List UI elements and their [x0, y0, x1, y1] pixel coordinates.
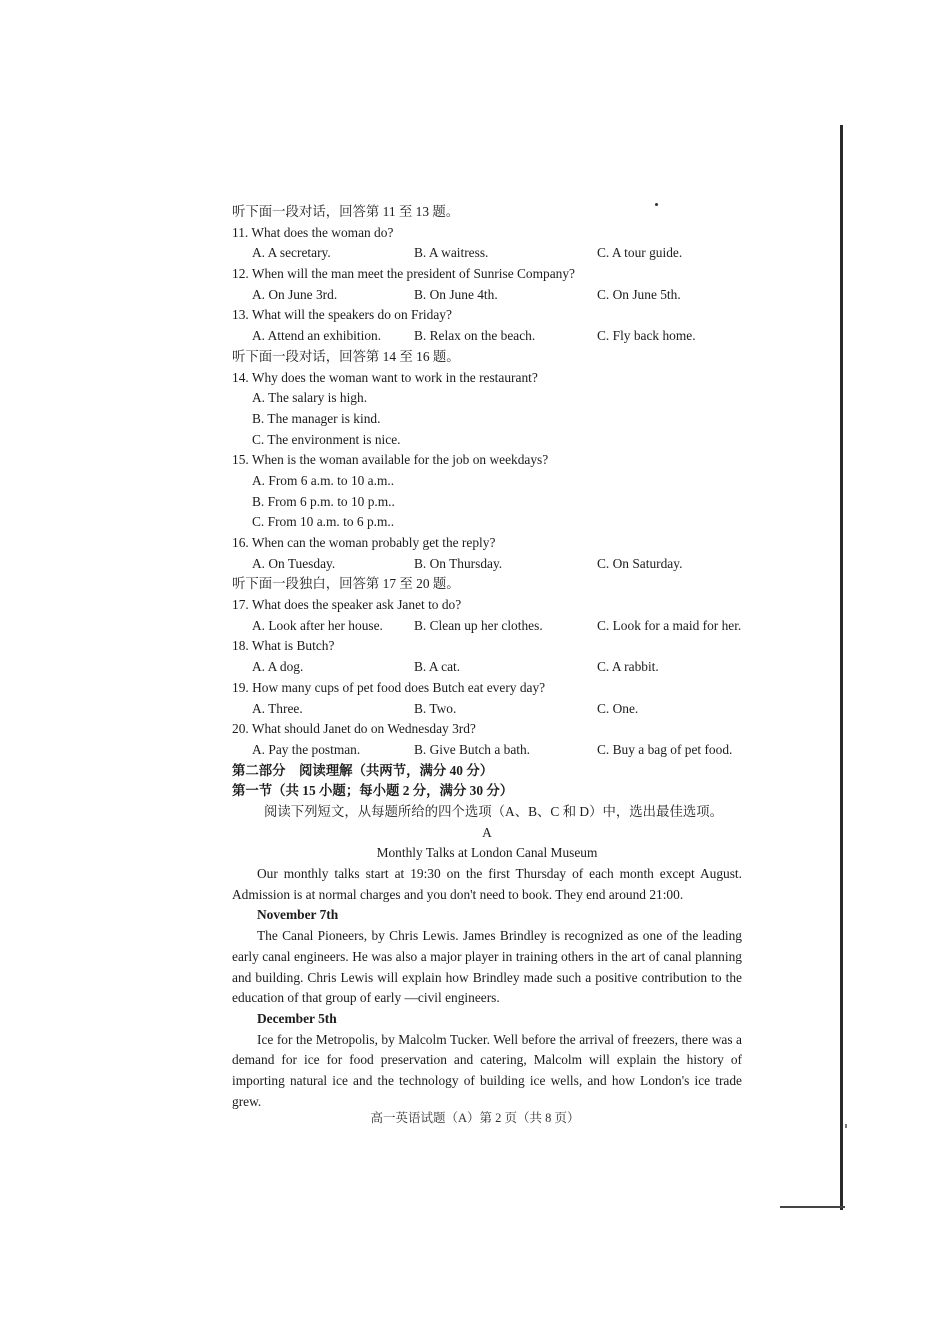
question-stem: 20. What should Janet do on Wednesday 3rd? — [232, 721, 476, 737]
option-a: A. Attend an exhibition. — [252, 328, 382, 344]
option-line: A. The salary is high. — [252, 390, 368, 406]
option-c: C. On Saturday. — [597, 555, 683, 571]
part2-title: 第二部分 阅读理解（共两节，满分 40 分） — [232, 762, 494, 778]
option-c: C. A tour guide. — [597, 245, 683, 261]
listening-section — [232, 202, 742, 761]
talk-date: December 5th — [257, 1010, 337, 1026]
scan-edge-bottom — [780, 1206, 845, 1208]
option-a: A. On Tuesday. — [252, 555, 336, 571]
talk-date: November 7th — [257, 907, 339, 923]
option-line: A. From 6 a.m. to 10 a.m.. — [252, 472, 395, 488]
question-stem: 13. What will the speakers do on Friday? — [232, 307, 452, 323]
talk-description: The Canal Pioneers, by Chris Lewis. James Brindley is recognized as one of the leading early canal engineers. He was also a major player in training others in the art of canal planning and building. Chris Lewis will explain how Brindley made such a positive contribution to the education of that group of early —civil engineers. — [232, 928, 742, 1006]
option-row — [232, 554, 742, 575]
passage-title: Monthly Talks at London Canal Museum — [376, 845, 598, 861]
option-row — [232, 657, 742, 678]
option-line: B. From 6 p.m. to 10 p.m.. — [252, 493, 395, 509]
option-b: B. On June 4th. — [414, 286, 498, 302]
exam-content — [232, 202, 742, 1112]
question-stem: 11. What does the woman do? — [232, 224, 394, 240]
question-stem: 17. What does the speaker ask Janet to do? — [232, 597, 462, 613]
question-stem: 19. How many cups of pet food does Butch eat every day? — [232, 679, 546, 695]
option-a: A. A dog. — [252, 659, 304, 675]
option-b: B. Clean up her clothes. — [414, 617, 543, 633]
option-row — [232, 243, 742, 264]
question-stem: 18. What is Butch? — [232, 638, 335, 654]
option-a: A. On June 3rd. — [252, 286, 338, 302]
scan-edge-right — [840, 125, 843, 1210]
question-stem: 16. When can the woman probably get the reply? — [232, 535, 496, 550]
option-line: B. The manager is kind. — [252, 410, 381, 426]
option-c: C. Look for a maid for her. — [597, 617, 742, 633]
option-row — [232, 699, 742, 720]
section1-instruction: 阅读下列短文，从每题所给的四个选项（A、B、C 和 D）中，选出最佳选项。 — [264, 803, 724, 819]
option-line: C. From 10 a.m. to 6 p.m.. — [252, 514, 395, 530]
passage-letter: A — [482, 824, 492, 840]
section-instruction: 听下面一段独白，回答第 17 至 20 题。 — [232, 576, 460, 592]
talk-description: Ice for the Metropolis, by Malcolm Tucker. Well before the arrival of freezers, there was a demand for ice for food preservation and catering, Malcolm will explain the history of importing natural ice and the technology of building ice wells, and how London's ice trade grew. — [232, 1031, 742, 1109]
option-a: A. Look after her house. — [252, 617, 383, 633]
option-c: C. Fly back home. — [597, 328, 696, 344]
section-instruction: 听下面一段对话，回答第 14 至 16 题。 — [232, 348, 460, 364]
option-b: B. A waitress. — [414, 245, 489, 261]
option-row — [232, 285, 742, 306]
question-stem: 15. When is the woman available for the job on weekdays? — [232, 452, 549, 468]
option-b: B. Relax on the beach. — [414, 328, 536, 344]
option-c: C. One. — [597, 700, 639, 716]
question-stem: 12. When will the man meet the president of Sunrise Company? — [232, 266, 575, 282]
page-footer: 高一英语试题（A）第 2 页（共 8 页） — [370, 1111, 580, 1125]
option-a: A. A secretary. — [252, 245, 331, 261]
option-b: B. On Thursday. — [414, 555, 503, 571]
option-row — [232, 740, 742, 761]
option-row — [232, 326, 742, 347]
option-row — [232, 616, 742, 637]
question-stem: 14. Why does the woman want to work in the restaurant? — [232, 369, 538, 385]
option-b: B. Give Butch a bath. — [414, 741, 531, 757]
option-a: A. Pay the postman. — [252, 741, 361, 757]
section1-title: 第一节（共 15 小题；每小题 2 分，满分 30 分） — [232, 783, 514, 799]
option-c: C. On June 5th. — [597, 286, 681, 302]
passage-intro: Our monthly talks start at 19:30 on the first Thursday of each month except August. Admission is at normal charges and you don't need to book. They end around 21:00. — [232, 866, 742, 902]
section-instruction: 听下面一段对话，回答第 11 至 13 题。 — [232, 204, 460, 219]
option-a: A. Three. — [252, 700, 303, 716]
option-b: B. Two. — [414, 700, 457, 716]
option-c: C. Buy a bag of pet food. — [597, 741, 733, 757]
option-line: C. The environment is nice. — [252, 431, 401, 447]
option-b: B. A cat. — [414, 659, 461, 675]
option-c: C. A rabbit. — [597, 659, 659, 675]
